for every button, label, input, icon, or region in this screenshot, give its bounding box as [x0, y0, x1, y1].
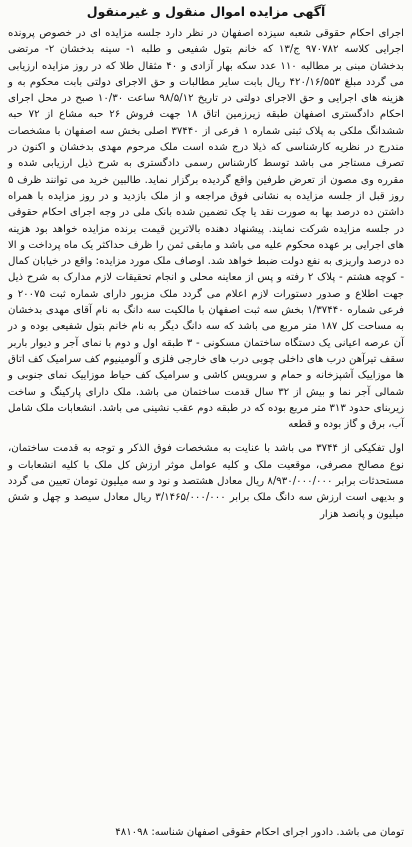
notice-footer: تومان می باشد. دادور اجرای احکام حقوقی اصفهان شناسه: ۴۸۱۰۹۸	[115, 827, 404, 838]
notice-paragraph-1: اجرای احکام حقوقی شعبه سیزده اصفهان در نظر دارد جلسه مزایده ای در خصوص پرونده اجرایی کلاسه ۹۷۰۷۸۲ ج/۱۳ که خانم بتول شفیعی و طلبه ۱- سینه بدخشان ۲- مرتضی بدخشان مبنی بر مطالبه ۱۱۰ عدد سکه بهار آزادی و ۴۰ مثقال طلا که در روز مزایده ارزیابی می گردد مبلغ ۴۲۰/۱۶/۵۵۳ ریال بابت سایر مطالبات و حق الاجرای دولتی بابت محکوم به و هزینه های اجرایی و حق الاجرای دولتی در تاریخ ۹۸/۵/۱۲ ساعت ۱۰/۳۰ صبح در محل اجرای احکام دادگستری اصفهان طبقه زیرزمین اتاق ۱۸ جهت فروش ۲۶ حبه مشاع از ۷۲ حبه ششدانگ ملکی به پلاک ثبتی شماره ۱ فرعی از ۳۷۴۴۰ اصلی بخش سه اصفهان با مشخصات مندرج در نظریه کارشناسی که ذیلا درج شده است ملک مرحوم مهدی بدخشان و اکنون در تصرف مستاجر می باشد توسط کارشناس رسمی دادگستری به شرح ذیل ارزیابی شده و مقرره وی مصون از تعرض طرفین واقع گردیده برگزار نماید. طالبین خرید می توانند ظرف ۵ روز قبل از جلسه مزایده به نشانی فوق مراجعه و از ملک بازدید و در روز مزایده با همراه داشتن ده درصد بها به صورت نقد یا چک تضمین شده بانک ملی در وجه اجرای احکام حقوقی در جلسه مزایده شرکت نمایند. پیشنهاد دهنده بالاترین قیمت برنده مزایده خواهد بود هزینه های اجرایی بر عهده محکوم علیه می باشد و مابقی ثمن را ظرف حداکثر یک ماه پرداخت و الا ده درصد واریزی به نفع دولت ضبط خواهد شد. اوصاف ملک مورد مزایده: واقع در خیابان کمال - کوچه هشتم - پلاک ۲ رفته و پس از معاینه محلی و انجام تحقیقات لازم مدارک به شرح ذیل جهت اطلاع و صدور دستورات لازم اعلام می گردد ملک مزبور دارای شماره ثبت ۲۰۰۷۵ و فرعی شماره ۱/۳۷۴۴۰ بخش سه ثبت اصفهان با مالکیت سه دانگ به نام آقای مهدی بدخشان به مساحت کل ۱۸۷ متر مربع می باشد که سه دانگ دیگر به نام خانم بتول شفیعی بوده و در آن عرصه اعیانی یک دستگاه ساختمان مسکونی - ۳ طبقه اول و دوم با نمای آجر و دیوار باربر سقف تیرآهن درب های داخلی چوبی درب های خارجی فلزی و آلومینیوم کف سرامیک کف اتاق ها موزاییک آشپزخانه و حمام و سرویس کاشی و سرامیک کف حیاط موزاییک نمای جنوبی و شمالی آجر نما و بیش از ۳۲ سال قدمت ساختمان می باشد. ملک دارای پارکینگ و ساخت زیربنای حدود ۳۱۳ متر مربع بوده که در طبقه دوم عقب نشینی می باشد. انشعابات ملک شامل آب، برق و گاز بوده و قطعه	[8, 28, 405, 431]
notice-paragraph-2: اول تفکیکی از ۳۷۴۴ می باشد با عنایت به مشخصات فوق الذکر و توجه به قدمت ساختمان، نوع مصالح مصرفی، موقعیت ملک و کلیه عوامل موثر ارزش کل ملک با کلیه انشعابات و مستحدثات برابر ۸/۹۳۰/۰۰۰/۰۰۰ ریال معادل هشتصد و نود و سه میلیون تومان تعیین می گردد و بدیهی است ارزش سه دانگ ملک برابر ۳/۱۴۶۵/۰۰۰/۰۰۰ ریال معادل سیصد و چهل و شش میلیون و پانصد هزار	[8, 443, 404, 520]
notice-title: آگهی مزایده اموال منقول و غیرمنقول	[86, 4, 326, 19]
